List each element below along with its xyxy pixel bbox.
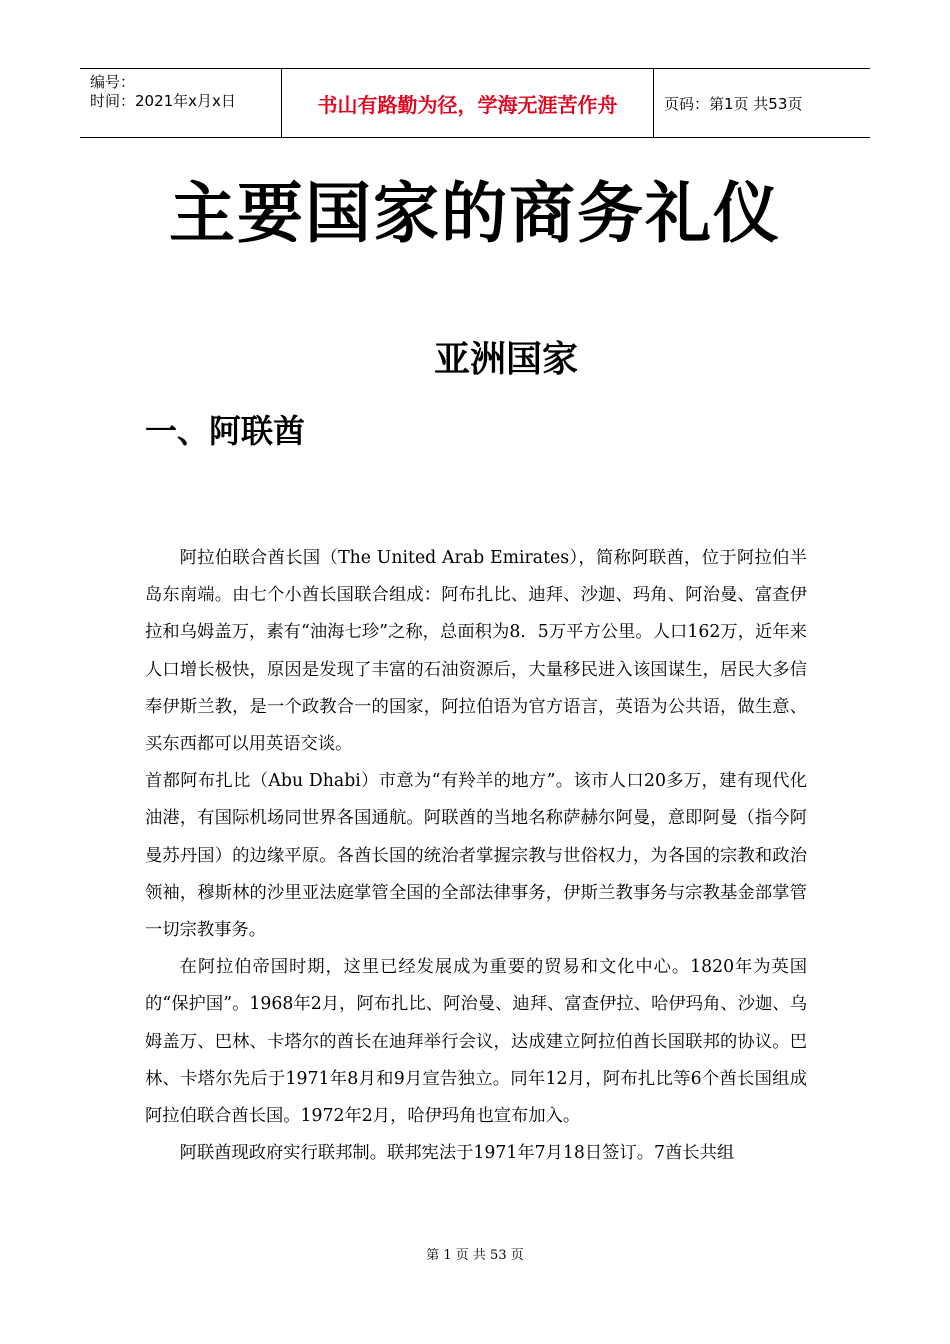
paragraph: 在阿拉伯帝国时期，这里已经发展成为重要的贸易和文化中心。1820年为英国的“保护国”。1968年2月，阿布扎比、阿治曼、迪拜、富查伊拉、哈伊玛角、沙迦、乌姆盖万、巴林、卡塔尔的酋长在迪拜举行会议，达成建立阿拉伯酋长国联邦的协议。巴林、卡塔尔先后于1971年8月和9月宣告独立。同年12月，阿布扎比等6个酋长国组成阿拉伯联合酋长国。1972年2月，哈伊玛角也宣布加入。	[145, 957, 807, 1127]
document-subtitle: 亚洲国家	[434, 339, 579, 380]
body-text	[145, 540, 807, 1172]
paragraph: 首都阿布扎比（Abu Dhabi）市意为“有羚羊的地方”。该市人口20多万，建有现代化油港，有国际机场同世界各国通航。阿联酋的当地名称萨赫尔阿曼，意即阿曼（指今阿曼苏丹国）的边缘平原。各酋长国的统治者掌握宗教与世俗权力，为各国的宗教和政治领袖，穆斯林的沙里亚法庭掌管全国的全部法律事务，伊斯兰教事务与宗教基金部掌管一切宗教事务。	[145, 771, 807, 941]
paragraph: 阿拉伯联合酋长国（The United Arab Emirates），简称阿联酋，位于阿拉伯半岛东南端。由七个小酋长国联合组成：阿布扎比、迪拜、沙迦、玛角、阿治曼、富查伊拉和乌姆盖万，素有“油海七珍”之称，总面积为8．5万平方公里。人口162万，近年来人口增长极快，原因是发现了丰富的石油资源后，大量移民进入该国谋生，居民大多信奉伊斯兰教，是一个政教合一的国家，阿拉伯语为官方语言，英语为公共语，做生意、买东西都可以用英语交谈。	[145, 548, 807, 755]
header-motto: 书山有路勤为径，学海无涯苦作舟	[282, 69, 654, 137]
paragraph: 阿联酋现政府实行联邦制。联邦宪法于1971年7月18日签订。7酋长共组	[179, 1143, 735, 1164]
header-page-info: 页码：第1页 共53页	[664, 94, 803, 113]
number-label: 编号：	[90, 73, 136, 91]
header-meta-cell	[80, 69, 282, 137]
header-table	[80, 68, 870, 138]
page-footer: 第 1 页 共 53 页	[426, 1248, 524, 1263]
time-label: 时间：2021年x月x日	[90, 92, 236, 110]
document-title: 主要国家的商务礼仪	[169, 175, 781, 252]
section-heading: 一、阿联酋	[145, 412, 306, 450]
